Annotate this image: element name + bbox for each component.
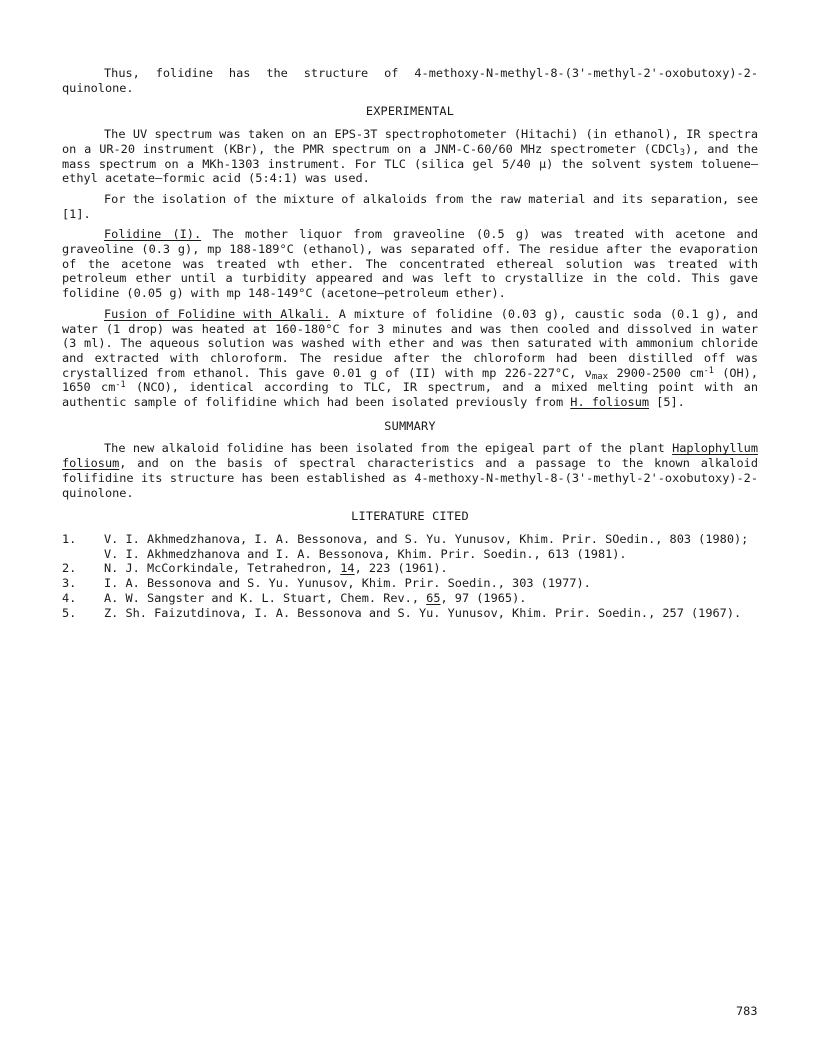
reference-item: 1. V. I. Akhmedzhanova, I. A. Bessonova, and S. Yu. Yunusov, Khim. Prir. SOedin., 803 (1980); V. I. Akhmedzhanova and I. A. Bessonova, Khim. Prir. Soedin., 613 (1981). [62,531,749,561]
experimental-paragraph-instruments: The UV spectrum was taken on an EPS-3T spectrophotometer (Hitachi) (in ethanol), IR spectra on a UR-20 instrument (KBr), the PMR spectrum on a JNM-C-60/60 MHz spectrometer (CDCl$_3$), and the mass spectrum on a MKh-1303 instrument. For TLC (silica gel 5/40 μ) the solvent system toluene—ethyl acetate—formic acid (5:4:1) was used. [62,127,759,186]
experimental-heading: EXPERIMENTAL [365,104,455,119]
reference-list [62,532,758,620]
literature-heading: LITERATURE CITED [351,509,469,524]
experimental-paragraph-fusion: Fusion of Folidine with Alkali. A mixture of folidine (0.03 g), caustic soda (0.1 g), and water (1 drop) was heated at 160-180°C for 3 minutes and was then cooled and dissolved in water (3 ml). The aqueous solution was washed with ether and was then saturated with ammonium chloride and extracted with chloroform. The residue after the chloroform had been distilled off was crystallized from ethanol. This gave 0.01 g of (II) with mp 226-227°C, $\nu_{max}$ 2900-2500 $cm^{-1}$ (OH), 1650 $cm^{-1}$ (NCO), identical according to TLC, IR spectrum, and a mixed melting point with an authentic sample of folifidine which had been isolated previously from H. foliosum [5]. [62,306,758,410]
fusion-subheading: Fusion of Folidine with Alkali. [104,306,331,321]
folidine-subheading: Folidine (I). [104,227,202,242]
page-number: 783 [736,1004,758,1018]
article-page [62,66,758,620]
reference-item: 3. I. A. Bessonova and S. Yu. Yunusov, Khim. Prir. Soedin., 303 (1977). [62,576,591,591]
intro-paragraph: Thus, folidine has the structure of 4-methoxy-N-methyl-8-(3'-methyl-2'-oxobutoxy)-2-quinolone. [62,66,758,95]
species-name: H. foliosum [570,395,650,410]
experimental-paragraph-isolation: For the isolation of the mixture of alkaloids from the raw material and its separation, see [1]. [62,191,758,221]
reference-item: 5. Z. Sh. Faizutdinova, I. A. Bessonova and S. Yu. Yunusov, Khim. Prir. Soedin., 257 (1967). [62,605,742,620]
reference-item: 2. N. J. McCorkindale, Tetrahedron, 14, 223 (1961). [62,561,448,576]
reference-item: 4. A. W. Sangster and K. L. Stuart, Chem. Rev., 65, 97 (1965). [62,590,527,605]
summary-heading: SUMMARY [384,418,436,433]
summary-paragraph: The new alkaloid folidine has been isolated from the epigeal part of the plant Haplophyllum foliosum, and on the basis of spectral characteristics and a passage to the known alkaloid folifidine its structure has been established as 4-methoxy-N-methyl-8-(3'-methyl-2'-oxobutoxy)-2-quinolone. [62,441,758,500]
experimental-paragraph-folidine: Folidine (I). The mother liquor from graveoline (0.5 g) was treated with acetone and graveoline (0.3 g), mp 188-189°C (ethanol), was separated off. The residue after the evaporation of the acetone was treated wth ether. The concentrated ethereal solution was treated with petroleum ether until a turbidity appeared and was left to crystallize in the cold. This gave folidine (0.05 g) with mp 148-149°C (acetone—petroleum ether). [62,227,758,301]
species-name: Haplophyllum foliosum [62,441,758,471]
